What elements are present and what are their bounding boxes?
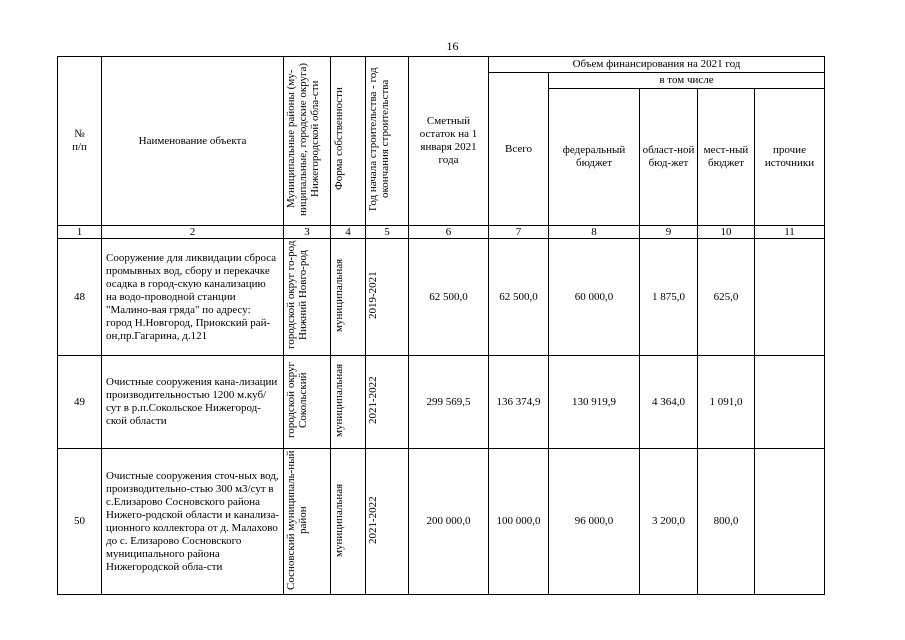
object-name: Сооружение для ликвидации сброса промывных вод, сбору и перекачке осадка в город-скую канализацию на водо-проводной станции "Малино-вая гряда" по адресу: город Н.Новгород, Приокский рай-он,пр.Гагарина, д.121 — [102, 239, 284, 356]
row-federal: 60 000,0 — [549, 239, 640, 356]
header-balance: Сметный остаток на 1 января 2021 года — [409, 57, 489, 226]
col-number: 4 — [331, 226, 366, 239]
row-federal: 96 000,0 — [549, 449, 640, 595]
header-years: Год начала строительства - год окончания строительства — [366, 57, 409, 226]
row-balance: 62 500,0 — [409, 239, 489, 356]
row-district: Сосновский муниципаль-ный район — [284, 449, 331, 595]
page-number: 16 — [446, 39, 459, 53]
row-num: 48 — [58, 239, 102, 356]
col-number: 2 — [102, 226, 284, 239]
header-total: Всего — [489, 73, 549, 226]
header-other: прочие источники — [755, 89, 825, 226]
header-name: Наименование объекта — [102, 57, 284, 226]
col-number: 6 — [409, 226, 489, 239]
row-local: 800,0 — [698, 449, 755, 595]
table-row — [58, 239, 825, 356]
row-num: 49 — [58, 356, 102, 449]
row-total: 100 000,0 — [489, 449, 549, 595]
row-num: 50 — [58, 449, 102, 595]
row-regional: 3 200,0 — [640, 449, 698, 595]
row-ownership: муниципальная — [331, 356, 366, 449]
col-number: 11 — [755, 226, 825, 239]
col-number: 7 — [489, 226, 549, 239]
header-ownership: Форма собственности — [331, 57, 366, 226]
object-name: Очистные сооружения кана-лизации производительностью 1200 м.куб/сут в р.п.Сокольское Нижегород-ской области — [102, 356, 284, 449]
row-other — [755, 239, 825, 356]
financing-table — [57, 56, 825, 595]
object-name: Очистные сооружения сточ-ных вод, производительно-стью 300 м3/сут в с.Елизарово Сосновского района Нижего-родской области и канализа-ционного коллектора от д. Малахово до с. Елизарово Сосновского муниципального района Нижегородской обла-сти — [102, 449, 284, 595]
row-local: 625,0 — [698, 239, 755, 356]
column-numbers-row — [58, 226, 825, 239]
row-ownership: муниципальная — [331, 449, 366, 595]
header-local: мест-ный бюджет — [698, 89, 755, 226]
row-regional: 4 364,0 — [640, 356, 698, 449]
row-district: городской округ Сокольский — [284, 356, 331, 449]
row-ownership: муниципальная — [331, 239, 366, 356]
row-years: 2021-2022 — [366, 449, 409, 595]
row-local: 1 091,0 — [698, 356, 755, 449]
header-including: в том числе — [549, 73, 825, 89]
row-other — [755, 449, 825, 595]
header-financing: Объем финансирования на 2021 год — [489, 57, 825, 73]
row-balance: 200 000,0 — [409, 449, 489, 595]
header-district: Муниципальные районы (му-ниципальные, городские округа) Нижегородской обла-сти — [284, 57, 331, 226]
col-number: 8 — [549, 226, 640, 239]
header-num: № п/п — [58, 57, 102, 226]
col-number: 5 — [366, 226, 409, 239]
col-number: 3 — [284, 226, 331, 239]
col-number: 10 — [698, 226, 755, 239]
table-row — [58, 449, 825, 595]
row-other — [755, 356, 825, 449]
table-row — [58, 356, 825, 449]
col-number: 1 — [58, 226, 102, 239]
row-years: 2019-2021 — [366, 239, 409, 356]
col-number: 9 — [640, 226, 698, 239]
header-regional: област-ной бюд-жет — [640, 89, 698, 226]
row-balance: 299 569,5 — [409, 356, 489, 449]
row-years: 2021-2022 — [366, 356, 409, 449]
row-total: 136 374,9 — [489, 356, 549, 449]
header-federal: федеральный бюджет — [549, 89, 640, 226]
row-total: 62 500,0 — [489, 239, 549, 356]
row-district: городской округ го-род Нижний Новго-род — [284, 239, 331, 356]
row-regional: 1 875,0 — [640, 239, 698, 356]
row-federal: 130 919,9 — [549, 356, 640, 449]
